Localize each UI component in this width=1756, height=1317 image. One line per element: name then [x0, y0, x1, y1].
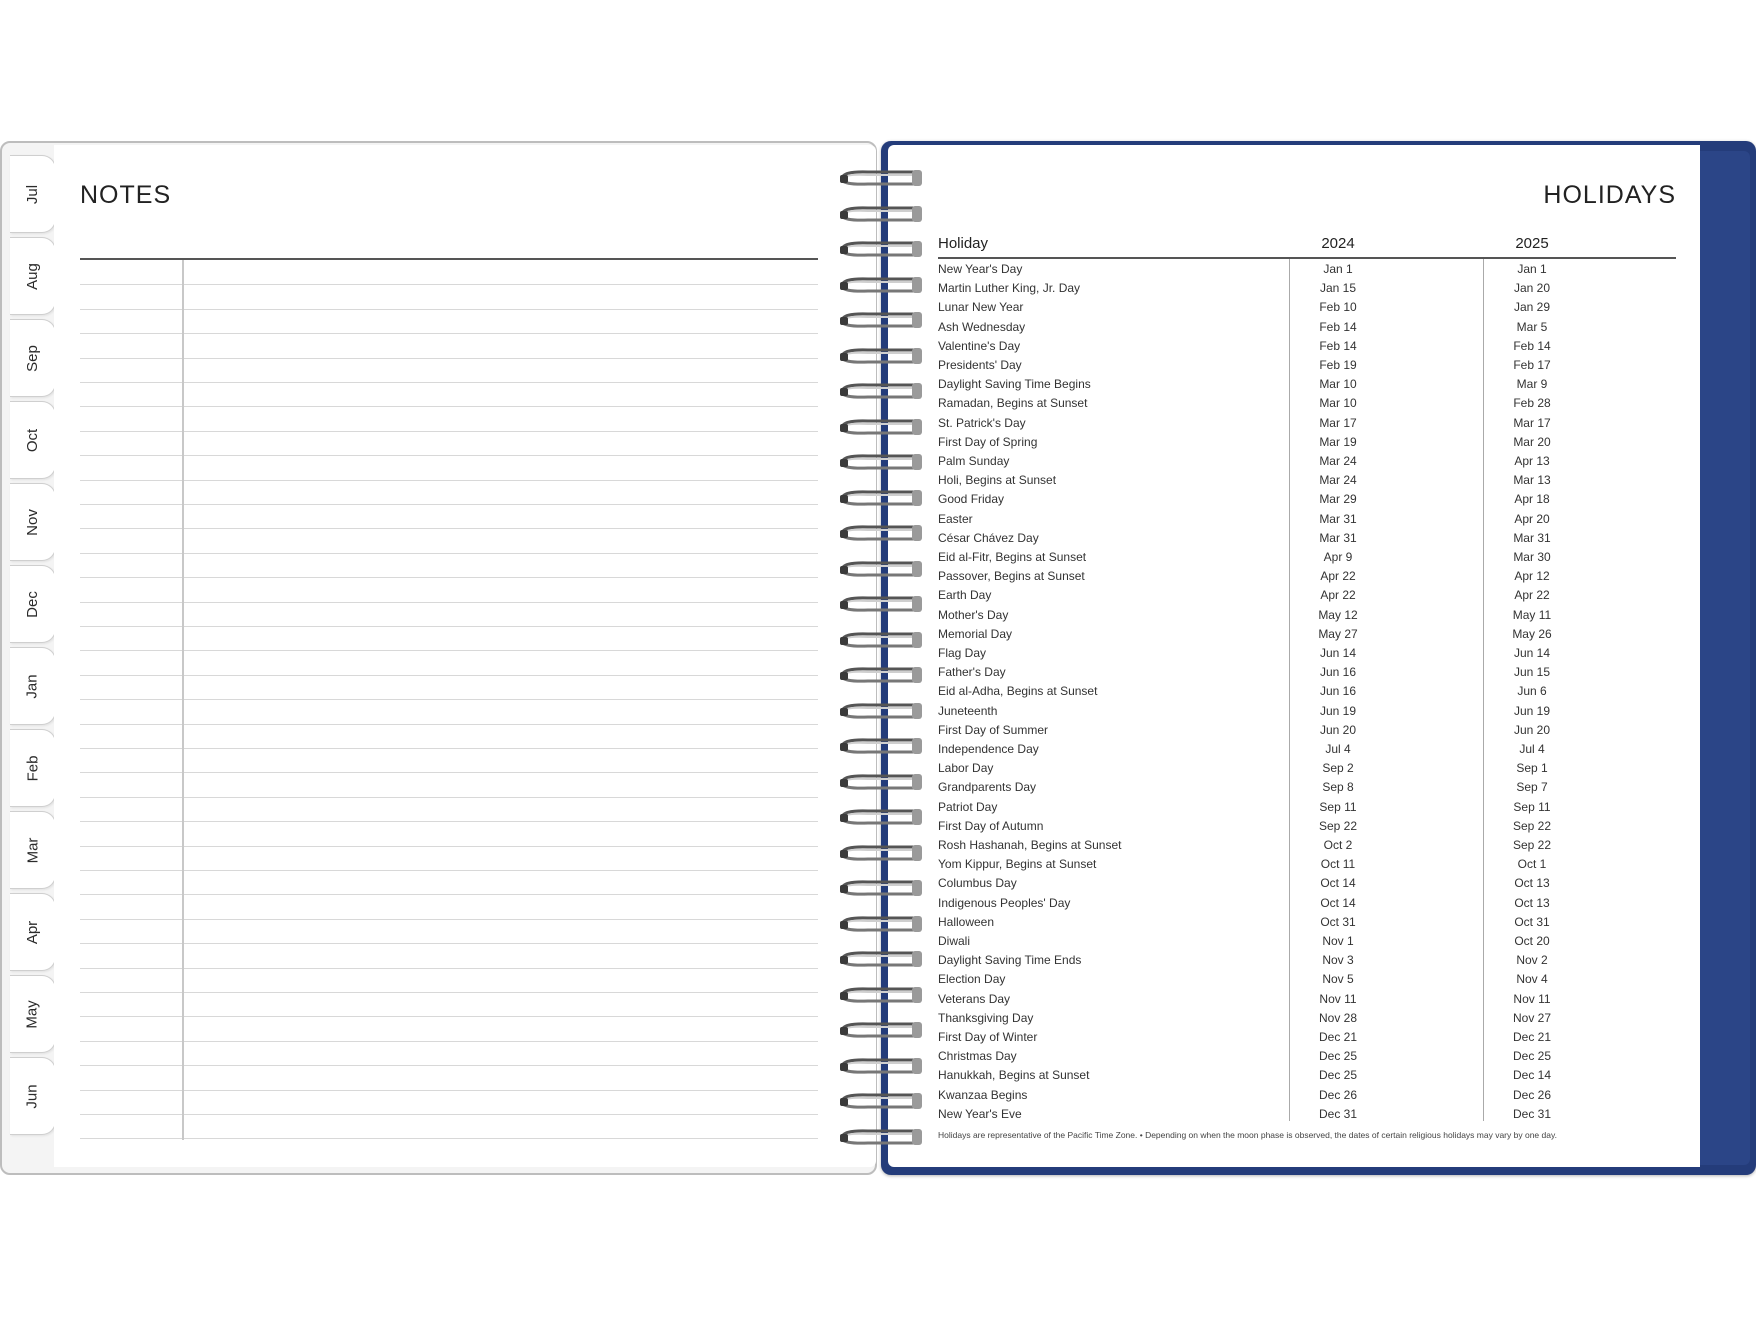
- holiday-name: Holi, Begins at Sunset: [938, 473, 1057, 488]
- header-rule: [938, 257, 1676, 259]
- date-2024: Mar 17: [1319, 415, 1357, 430]
- holiday-name: Hanukkah, Begins at Sunset: [938, 1068, 1090, 1083]
- holiday-name: Juneteenth: [938, 703, 998, 718]
- spiral-coil: [838, 734, 924, 756]
- note-line: [80, 846, 818, 847]
- holiday-name: Good Friday: [938, 492, 1005, 507]
- table-row: [938, 970, 1676, 989]
- spiral-coil: [838, 841, 924, 863]
- note-line: [80, 797, 818, 798]
- month-tab-label: Feb: [23, 755, 41, 781]
- holiday-name: Father's Day: [938, 665, 1006, 680]
- note-line: [80, 528, 818, 529]
- date-2024: Apr 9: [1323, 550, 1353, 564]
- date-2025: Oct 20: [1514, 934, 1550, 948]
- table-row: [938, 990, 1676, 1009]
- table-row: [938, 817, 1676, 836]
- holiday-name: Veterans Day: [938, 991, 1011, 1006]
- month-tab-label: May: [24, 999, 41, 1029]
- date-2024: Mar 31: [1319, 511, 1357, 526]
- date-2024: Mar 24: [1319, 454, 1357, 468]
- month-tab-label: Jan: [24, 673, 41, 699]
- month-tab-aug[interactable]: [10, 237, 56, 315]
- holiday-name: First Day of Autumn: [938, 818, 1044, 833]
- month-tab-apr[interactable]: [10, 893, 56, 971]
- table-row: [938, 260, 1676, 279]
- spiral-coil: [838, 912, 924, 934]
- date-2025: Sep 1: [1516, 761, 1548, 776]
- date-2024: Nov 3: [1322, 953, 1354, 968]
- holiday-name: First Day of Winter: [938, 1030, 1038, 1044]
- month-tab-sep[interactable]: [10, 319, 56, 397]
- date-2025: Dec 31: [1512, 1106, 1552, 1121]
- table-row: [938, 702, 1676, 721]
- month-tab-label: Aug: [23, 262, 41, 290]
- spiral-coil: [838, 557, 924, 579]
- table-row: [938, 471, 1676, 490]
- margin-line: [182, 260, 184, 1140]
- table-row: [938, 682, 1676, 701]
- note-line: [80, 1041, 818, 1042]
- date-2025: Jul 4: [1519, 742, 1545, 756]
- note-line: [80, 748, 818, 749]
- holiday-name: Independence Day: [938, 742, 1039, 756]
- date-2024: Oct 14: [1320, 876, 1356, 891]
- table-row: [938, 529, 1676, 548]
- holiday-name: Ash Wednesday: [938, 319, 1026, 334]
- table-row: [938, 740, 1676, 759]
- notes-page: [54, 145, 876, 1167]
- date-2024: Jul 4: [1325, 742, 1351, 756]
- date-2025: Mar 20: [1513, 434, 1551, 449]
- note-line: [80, 894, 818, 895]
- spiral-coil: [838, 1125, 924, 1147]
- spiral-coil: [838, 947, 924, 969]
- table-row: [938, 452, 1676, 471]
- holiday-name: Daylight Saving Time Begins: [938, 377, 1091, 392]
- holiday-name: Eid al-Adha, Begins at Sunset: [938, 684, 1098, 699]
- holiday-name: Ramadan, Begins at Sunset: [938, 396, 1088, 411]
- date-2025: Mar 5: [1516, 319, 1548, 334]
- date-2025: Jan 20: [1513, 281, 1551, 296]
- spiral-coil: [838, 521, 924, 543]
- date-2025: May 26: [1512, 626, 1552, 641]
- table-row: [938, 586, 1676, 605]
- table-row: [938, 932, 1676, 951]
- cover-edge: [1699, 151, 1750, 1165]
- table-row: [938, 490, 1676, 509]
- holiday-name: Daylight Saving Time Ends: [938, 953, 1082, 968]
- holidays-page: [888, 145, 1700, 1167]
- holiday-name: Halloween: [938, 914, 995, 929]
- table-row: [938, 337, 1676, 356]
- date-2024: Dec 31: [1318, 1106, 1358, 1121]
- spiral-coil: [838, 379, 924, 401]
- spiral-coil: [838, 1054, 924, 1076]
- holiday-name: Flag Day: [938, 646, 987, 660]
- spiral-coil: [838, 450, 924, 472]
- holiday-name: César Chávez Day: [938, 530, 1039, 545]
- date-2024: Mar 10: [1319, 377, 1357, 392]
- month-tab-label: Jun: [24, 1083, 41, 1109]
- date-2024: Sep 11: [1319, 799, 1357, 814]
- table-row: [938, 913, 1676, 932]
- note-line: [80, 358, 818, 359]
- spiral-coil: [838, 415, 924, 437]
- footnote: Holidays are representative of the Pacific Time Zone. • Depending on when the moon phase is observed, the dates of certain religious holidays may vary by one day.: [938, 1130, 1557, 1140]
- holiday-name: Rosh Hashanah, Begins at Sunset: [938, 838, 1122, 852]
- note-line: [80, 480, 818, 481]
- spiral-coil: [838, 592, 924, 614]
- date-2025: Jun 15: [1513, 665, 1551, 680]
- date-2024: Nov 28: [1318, 1010, 1358, 1025]
- spiral-binding: [838, 166, 928, 1156]
- date-2024: Nov 1: [1322, 934, 1354, 948]
- month-tab-feb[interactable]: [10, 729, 56, 807]
- table-row: [938, 375, 1676, 394]
- date-2025: Sep 11: [1513, 799, 1551, 814]
- holiday-name: First Day of Spring: [938, 434, 1038, 449]
- date-2025: Jan 1: [1517, 262, 1547, 276]
- date-2024: Jun 20: [1319, 722, 1357, 737]
- spiral-coil: [838, 308, 924, 330]
- spiral-coil: [838, 983, 924, 1005]
- date-2025: Dec 21: [1512, 1030, 1552, 1044]
- holiday-name: Columbus Day: [938, 876, 1017, 891]
- date-2025: Feb 17: [1513, 358, 1551, 372]
- date-2024: Nov 11: [1319, 991, 1357, 1006]
- table-row: [938, 894, 1676, 913]
- month-tab-oct[interactable]: [10, 401, 56, 479]
- note-line: [80, 333, 818, 334]
- date-2025: Mar 9: [1516, 377, 1548, 392]
- date-2024: Feb 14: [1319, 338, 1357, 353]
- month-tab-label: Mar: [24, 837, 41, 863]
- holiday-name: Lunar New Year: [938, 300, 1024, 315]
- date-2024: Nov 5: [1322, 972, 1354, 987]
- table-row: [938, 1105, 1676, 1124]
- month-tab-label: Nov: [24, 508, 41, 536]
- note-line: [80, 382, 818, 383]
- date-2024: Oct 2: [1323, 838, 1353, 852]
- column-header-2024: 2024: [1321, 235, 1355, 252]
- spiral-coil: [838, 805, 924, 827]
- month-tab-nov[interactable]: [10, 483, 56, 561]
- date-2024: Jun 19: [1319, 703, 1357, 718]
- note-line: [80, 724, 818, 725]
- date-2025: Apr 22: [1514, 588, 1550, 603]
- table-row: [938, 279, 1676, 298]
- date-2024: Mar 19: [1319, 434, 1357, 449]
- holiday-name: Presidents' Day: [938, 358, 1022, 372]
- date-2024: Dec 26: [1318, 1087, 1358, 1102]
- table-row: [938, 356, 1676, 375]
- spiral-coil: [838, 1089, 924, 1111]
- holiday-name: Indigenous Peoples' Day: [938, 895, 1071, 910]
- date-2024: Mar 10: [1319, 396, 1357, 411]
- note-line: [80, 553, 818, 554]
- date-2024: Jun 14: [1319, 646, 1357, 660]
- holiday-name: Yom Kippur, Begins at Sunset: [938, 857, 1097, 872]
- holiday-name: New Year's Day: [938, 262, 1023, 276]
- date-2025: Apr 18: [1514, 492, 1550, 507]
- date-2025: Jun 14: [1513, 646, 1551, 660]
- month-tab-dec[interactable]: [10, 565, 56, 643]
- note-line: [80, 406, 818, 407]
- table-row: [938, 798, 1676, 817]
- date-2024: Oct 11: [1320, 857, 1356, 872]
- month-tab-jul[interactable]: [10, 155, 56, 233]
- note-line: [80, 309, 818, 310]
- table-row: [938, 510, 1676, 529]
- holiday-name: Election Day: [938, 972, 1006, 987]
- table-row: [938, 644, 1676, 663]
- table-row: [938, 625, 1676, 644]
- note-line: [80, 1114, 818, 1115]
- table-row: [938, 778, 1676, 797]
- note-line: [80, 1138, 818, 1139]
- date-2025: Oct 13: [1514, 895, 1550, 910]
- note-line: [80, 821, 818, 822]
- table-row: [938, 318, 1676, 337]
- date-2025: Mar 13: [1513, 473, 1551, 488]
- date-2024: Sep 8: [1322, 780, 1354, 795]
- notes-lines: [80, 260, 818, 1140]
- month-tab-jun[interactable]: [10, 1057, 56, 1135]
- holiday-name: New Year's Eve: [938, 1106, 1022, 1121]
- holiday-name: Christmas Day: [938, 1049, 1017, 1064]
- month-tab-jan[interactable]: [10, 647, 56, 725]
- date-2024: Feb 19: [1319, 358, 1357, 372]
- date-2025: Dec 14: [1512, 1068, 1552, 1083]
- date-2024: Apr 22: [1320, 588, 1356, 603]
- date-2024: Apr 22: [1320, 569, 1356, 584]
- holiday-name: Grandparents Day: [938, 780, 1037, 795]
- holiday-name: Passover, Begins at Sunset: [938, 569, 1085, 584]
- date-2025: Apr 20: [1514, 511, 1550, 526]
- holiday-name: Memorial Day: [938, 626, 1013, 641]
- date-2024: Oct 31: [1320, 914, 1356, 929]
- page-title: HOLIDAYS: [1543, 181, 1676, 209]
- date-2025: Oct 1: [1517, 857, 1547, 872]
- spiral-coil: [838, 628, 924, 650]
- note-line: [80, 675, 818, 676]
- date-2024: May 27: [1318, 626, 1358, 641]
- table-row: [938, 298, 1676, 317]
- holiday-name: Earth Day: [938, 588, 992, 603]
- spiral-coil: [838, 237, 924, 259]
- spiral-coil: [838, 699, 924, 721]
- table-row: [938, 663, 1676, 682]
- date-2025: Nov 4: [1516, 972, 1548, 987]
- date-2025: Jan 29: [1513, 300, 1551, 315]
- page-title: NOTES: [80, 181, 172, 209]
- table-row: [938, 951, 1676, 970]
- table-row: [938, 433, 1676, 452]
- date-2024: Feb 10: [1319, 300, 1357, 315]
- table-row: [938, 606, 1676, 625]
- date-2025: Oct 31: [1514, 914, 1550, 929]
- table-row: [938, 874, 1676, 893]
- spiral-coil: [838, 273, 924, 295]
- spiral-coil: [838, 876, 924, 898]
- table-row: [938, 1086, 1676, 1105]
- spiral-coil: [838, 663, 924, 685]
- date-2025: Feb 28: [1513, 396, 1551, 411]
- month-tab-label: Sep: [23, 344, 41, 372]
- note-line: [80, 455, 818, 456]
- note-line: [80, 504, 818, 505]
- table-row: [938, 394, 1676, 413]
- spiral-coil: [838, 486, 924, 508]
- note-line: [80, 699, 818, 700]
- month-tab-may[interactable]: [10, 975, 56, 1053]
- holiday-name: Diwali: [938, 934, 971, 948]
- note-line: [80, 1090, 818, 1091]
- holiday-name: Valentine's Day: [938, 338, 1021, 353]
- date-2025: Nov 27: [1512, 1010, 1552, 1025]
- month-tab-mar[interactable]: [10, 811, 56, 889]
- spiral-coil: [838, 344, 924, 366]
- date-2025: Jun 6: [1517, 684, 1547, 699]
- date-2024: Sep 2: [1322, 761, 1354, 776]
- month-tab-label: Oct: [24, 428, 41, 452]
- date-2024: Mar 24: [1319, 473, 1357, 488]
- holiday-name: Martin Luther King, Jr. Day: [938, 281, 1081, 296]
- holiday-name: St. Patrick's Day: [938, 415, 1026, 430]
- date-2024: Jan 1: [1323, 262, 1353, 276]
- note-line: [80, 1016, 818, 1017]
- column-header-holiday: Holiday: [938, 235, 989, 252]
- holiday-name: Labor Day: [938, 761, 994, 776]
- date-2025: Mar 30: [1513, 550, 1551, 564]
- holiday-name: Eid al-Fitr, Begins at Sunset: [938, 550, 1087, 564]
- date-2025: Nov 11: [1513, 991, 1551, 1006]
- note-line: [80, 577, 818, 578]
- month-tab-label: Apr: [24, 920, 41, 944]
- date-2024: Sep 22: [1318, 818, 1358, 833]
- holiday-name: Patriot Day: [938, 799, 998, 814]
- date-2025: Feb 14: [1513, 338, 1551, 353]
- date-2024: Jun 16: [1319, 684, 1357, 699]
- holiday-name: Thanksgiving Day: [938, 1010, 1034, 1025]
- holiday-name: Kwanzaa Begins: [938, 1087, 1028, 1102]
- note-line: [80, 650, 818, 651]
- note-line: [80, 772, 818, 773]
- date-2025: Sep 7: [1516, 780, 1548, 795]
- note-line: [80, 602, 818, 603]
- spiral-coil: [838, 1018, 924, 1040]
- date-2025: Apr 12: [1514, 569, 1550, 584]
- date-2024: Mar 31: [1319, 530, 1357, 545]
- note-line: [80, 968, 818, 969]
- table-row: [938, 836, 1676, 855]
- date-2025: Apr 13: [1514, 454, 1550, 468]
- date-2024: Oct 14: [1320, 895, 1356, 910]
- spiral-coil: [838, 202, 924, 224]
- spiral-coil: [838, 166, 924, 188]
- month-tabs: [10, 151, 56, 1166]
- note-line: [80, 284, 818, 285]
- note-line: [80, 919, 818, 920]
- holiday-name: Mother's Day: [938, 607, 1009, 622]
- date-2024: Dec 25: [1318, 1068, 1358, 1083]
- date-2024: Mar 29: [1319, 492, 1357, 507]
- table-row: [938, 548, 1676, 567]
- note-line: [80, 626, 818, 627]
- date-2025: Jun 19: [1513, 703, 1551, 718]
- table-row: [938, 567, 1676, 586]
- table-row: [938, 414, 1676, 433]
- date-2025: Dec 25: [1512, 1049, 1552, 1064]
- table-row: [938, 1028, 1676, 1047]
- table-row: [938, 1066, 1676, 1085]
- table-row: [938, 721, 1676, 740]
- date-2024: Jun 16: [1319, 665, 1357, 680]
- table-row: [938, 759, 1676, 778]
- date-2025: Mar 17: [1513, 415, 1551, 430]
- date-2025: Oct 13: [1514, 876, 1550, 891]
- holiday-name: First Day of Summer: [938, 722, 1049, 737]
- spiral-coil: [838, 770, 924, 792]
- date-2024: Feb 14: [1319, 319, 1357, 334]
- month-tab-label: Jul: [24, 184, 41, 204]
- date-2025: May 11: [1512, 607, 1552, 622]
- date-2025: Dec 26: [1512, 1087, 1552, 1102]
- holiday-name: Palm Sunday: [938, 454, 1010, 468]
- date-2025: Sep 22: [1512, 838, 1552, 852]
- date-2025: Nov 2: [1516, 953, 1548, 968]
- note-line: [80, 943, 818, 944]
- date-2024: Jan 15: [1319, 281, 1357, 296]
- holiday-name: Easter: [938, 511, 973, 526]
- date-2025: Sep 22: [1512, 818, 1552, 833]
- note-line: [80, 870, 818, 871]
- note-line: [80, 992, 818, 993]
- note-line: [80, 431, 818, 432]
- date-2024: Dec 21: [1318, 1030, 1358, 1044]
- column-header-2025: 2025: [1515, 235, 1549, 252]
- date-2025: Jun 20: [1513, 722, 1551, 737]
- table-row: [938, 855, 1676, 874]
- table-row: [938, 1009, 1676, 1028]
- table-row: [938, 1047, 1676, 1066]
- date-2024: May 12: [1318, 607, 1358, 622]
- note-line: [80, 1065, 818, 1066]
- date-2025: Mar 31: [1513, 530, 1551, 545]
- date-2024: Dec 25: [1318, 1049, 1358, 1064]
- month-tab-label: Dec: [24, 590, 41, 618]
